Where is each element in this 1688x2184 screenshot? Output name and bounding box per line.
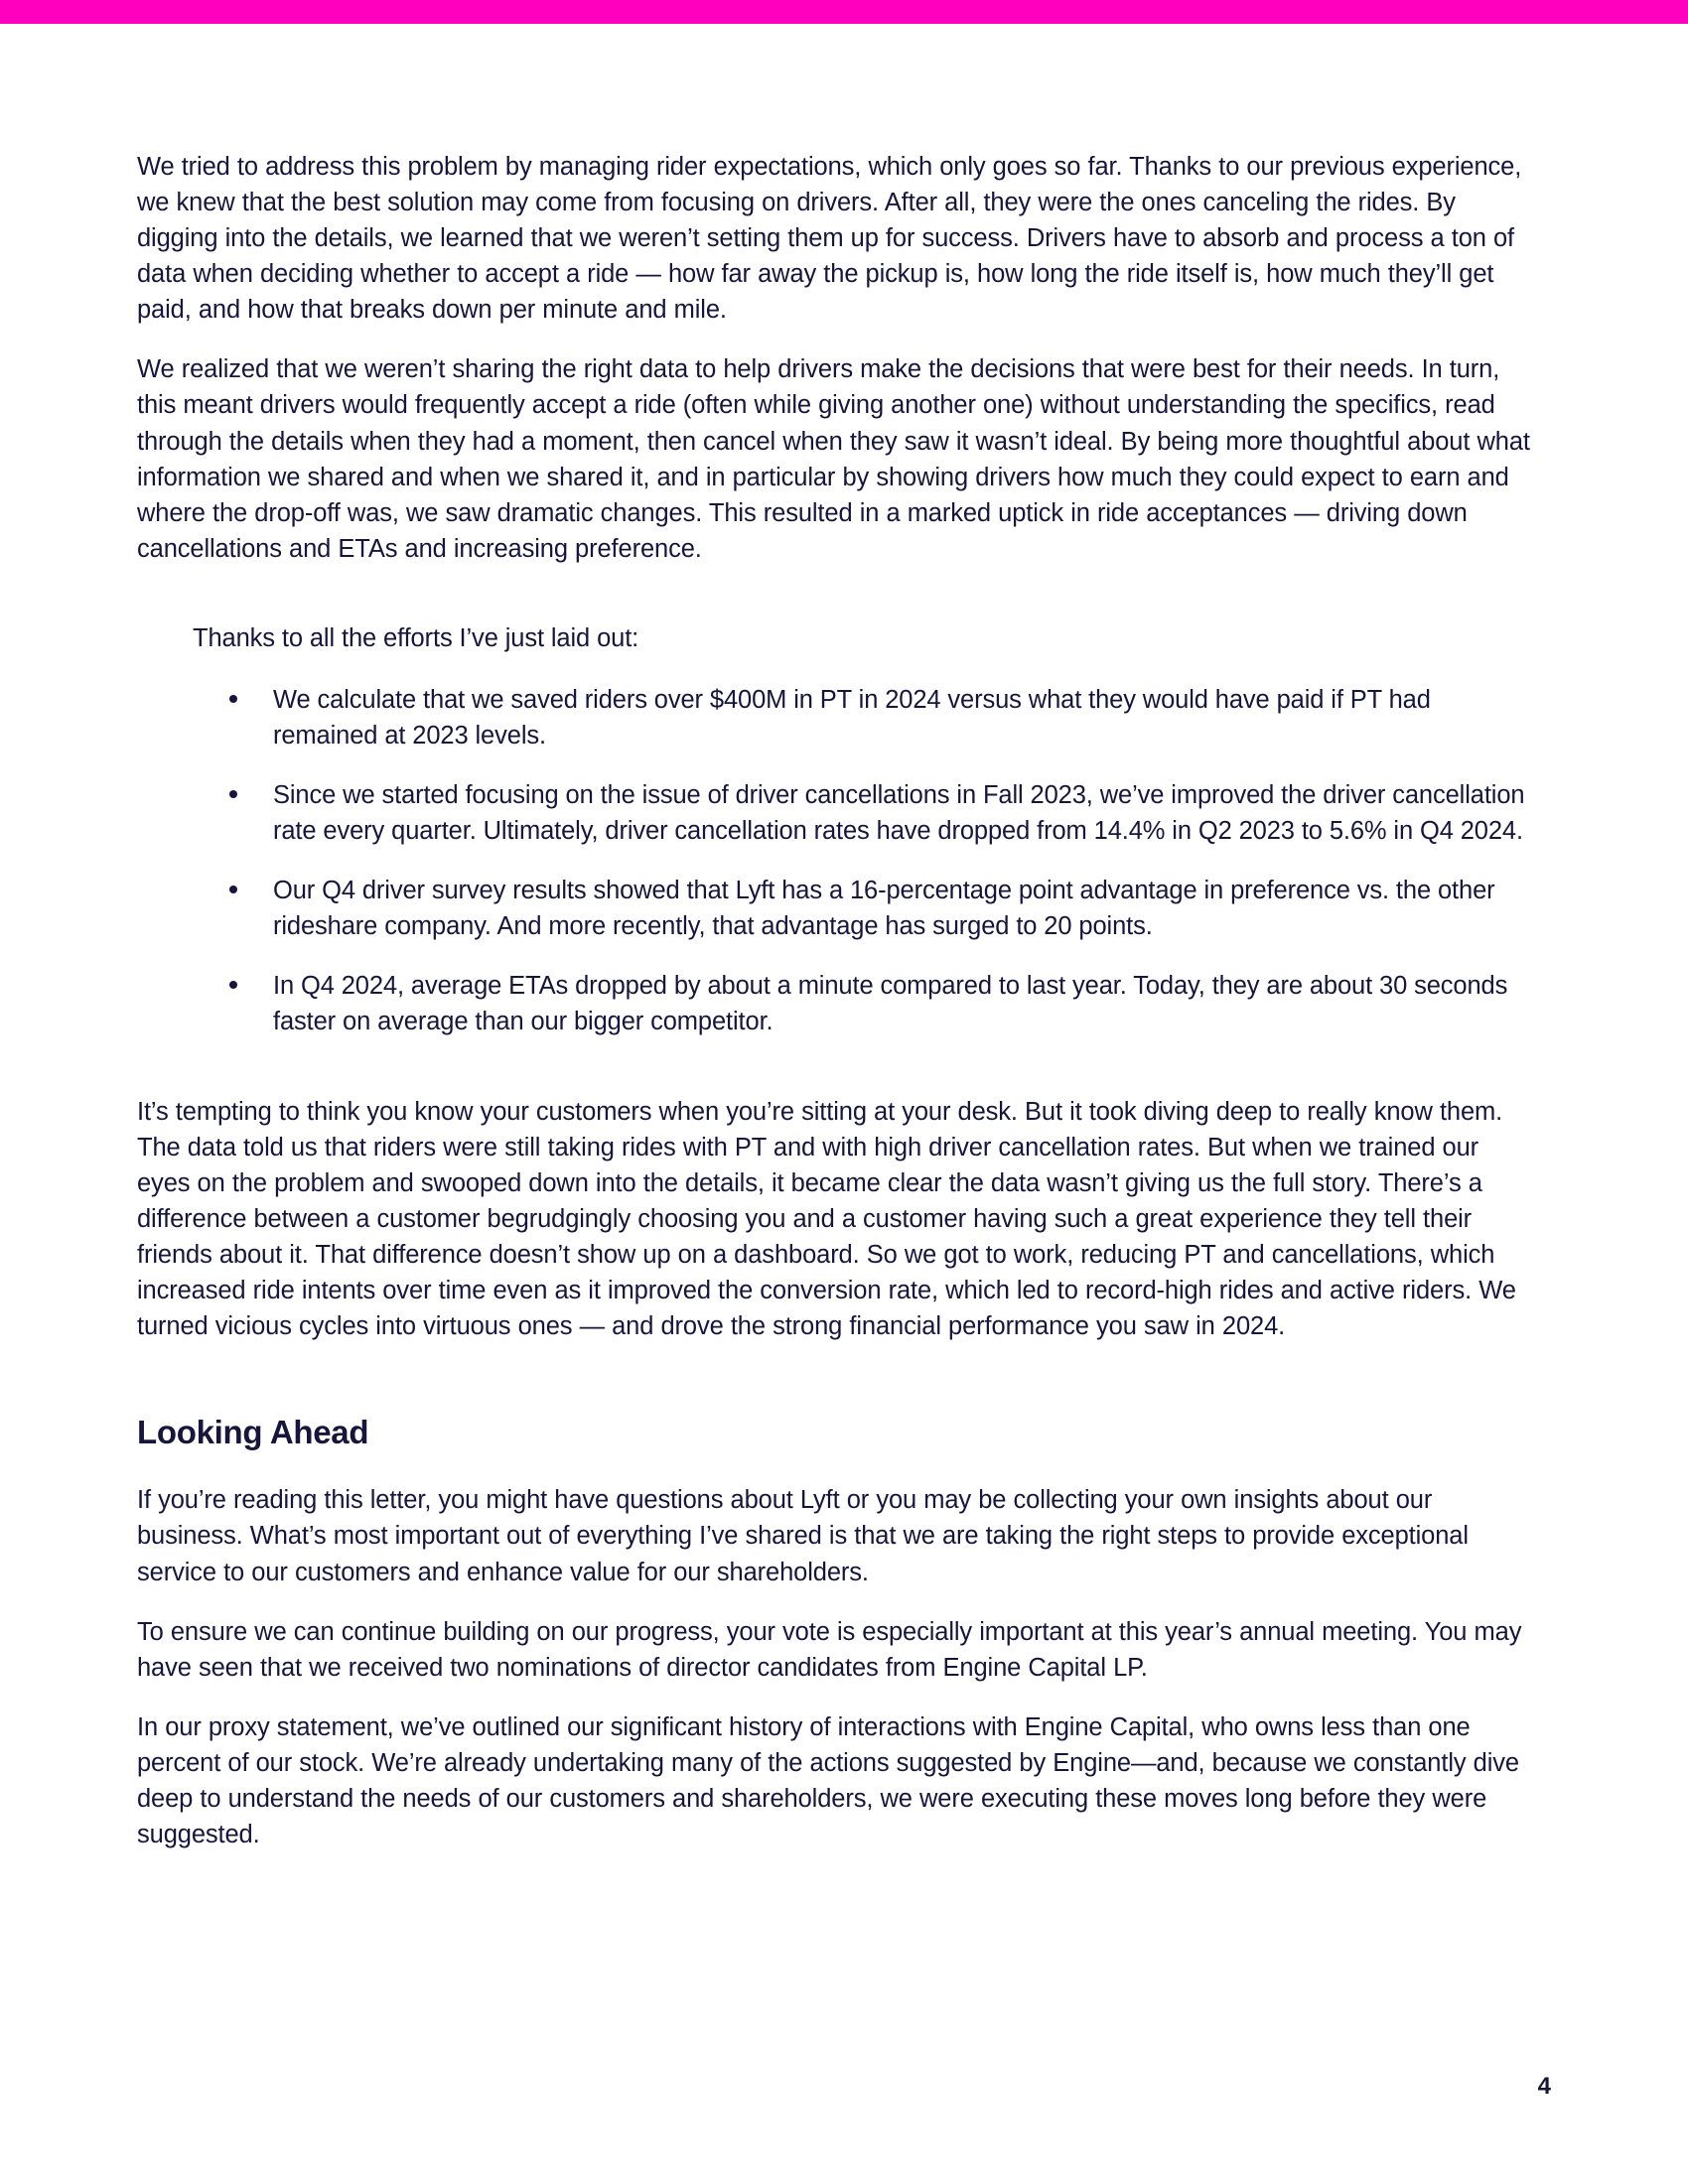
spacer [137, 591, 1531, 620]
paragraph-sharing-right-data: We realized that we weren’t sharing the right data to help drivers make the decisions that were best for their needs. In turn, this meant drivers would frequently accept a ride (often while giving another one) without understanding the specifics, read through the details when they had a moment, then cancel when they saw it wasn’t ideal. By being more thoughtful about what information we shared and when we shared it, and in particular by showing drivers how much they could expect to earn and where the drop-off was, we saw dramatic changes. This resulted in a marked uptick in ride acceptances — driving down cancellations and ETAs and increasing preference. [137, 355, 1530, 563]
list-item-text: Since we started focusing on the issue of driver cancellations in Fall 2023, we’ve improved the driver cancellation rate every quarter. Ultimately, driver cancellation rates have dropped from 14.4% in Q2 2023 to 5.6% in Q4 2024. [273, 781, 1525, 846]
paragraph-rider-expectations: We tried to address this problem by managing rider expectations, which only goes so far. Thanks to our previous experience, we knew that the best solution may come from focusing on drivers. After all, they were the ones canceling the rides. By digging into the details, we learned that we weren’t setting them up for success. Drivers have to absorb and process a ton of data when deciding whether to accept a ride — how far away the pickup is, how long the ride itself is, how much they’ll get paid, and how that breaks down per minute and mile. [137, 153, 1522, 325]
list-lead-in-text: Thanks to all the efforts I’ve just laid out: [193, 623, 639, 652]
spacer [137, 1368, 1531, 1412]
spacer [137, 1078, 1531, 1094]
bullet-dot-icon [229, 790, 237, 798]
bullet-dot-icon [229, 695, 237, 703]
paragraph-knowing-customers: It’s tempting to think you know your customers when you’re sitting at your desk. But it took diving deep to really know them. The data told us that riders were still taking rides with PT and with high driver cancellation rates. But when we trained our eyes on the problem and swooped down into the details, it became clear the data wasn’t giving us the full story. There’s a difference between a customer begrudgingly choosing you and a customer having such a great experience they tell their friends about it. That difference doesn’t show up on a dashboard. So we got to work, reducing PT and cancellations, which increased ride intents over time even as it improved the conversion rate, which led to record-high rides and active riders. We turned vicious cycles into virtuous ones — and drove the strong financial performance you saw in 2024. [137, 1097, 1516, 1341]
list-item [137, 968, 1531, 1039]
list-item [137, 873, 1531, 944]
section-heading-looking-ahead: Looking Ahead [137, 1414, 369, 1451]
paragraph-reading-this-letter: If you’re reading this letter, you might have questions about Lyft or you may be collecting your own insights about our business. What’s most important out of everything I’ve shared is that we are taking the right steps to provide exceptional service to our customers and enhance value for our shareholders. [137, 1486, 1469, 1586]
paragraph-annual-meeting-vote: To ensure we can continue building on our progress, your vote is especially important at this year’s annual meeting. You may have seen that we received two nominations of director candidates from Engine Capital LP. [137, 1617, 1522, 1682]
page-number: 4 [1537, 2073, 1551, 2100]
list-item [137, 682, 1531, 753]
brand-accent-bar [0, 0, 1688, 24]
list-item [137, 777, 1531, 849]
bullet-dot-icon [229, 981, 237, 989]
list-item-text: In Q4 2024, average ETAs dropped by about a minute compared to last year. Today, they are about 30 seconds faster on average than our bigger competitor. [273, 972, 1508, 1036]
paragraph-proxy-statement: In our proxy statement, we’ve outlined our significant history of interactions with Engine Capital, who owns less than one percent of our stock. We’re already undertaking many of the actions suggested by Engine—and, because we constantly dive deep to understand the needs of our customers and shareholders, we were executing these moves long before they were suggested. [137, 1712, 1519, 1848]
list-item-text: We calculate that we saved riders over $400M in PT in 2024 versus what they would have paid if PT had remained at 2023 levels. [273, 685, 1431, 751]
list-item-text: Our Q4 driver survey results showed that Lyft has a 16-percentage point advantage in preference vs. the other rideshare company. And more recently, that advantage has surged to 20 points. [273, 877, 1495, 941]
document-content [137, 149, 1531, 1852]
achievements-bullet-list [137, 682, 1531, 1040]
bullet-dot-icon [229, 886, 237, 893]
